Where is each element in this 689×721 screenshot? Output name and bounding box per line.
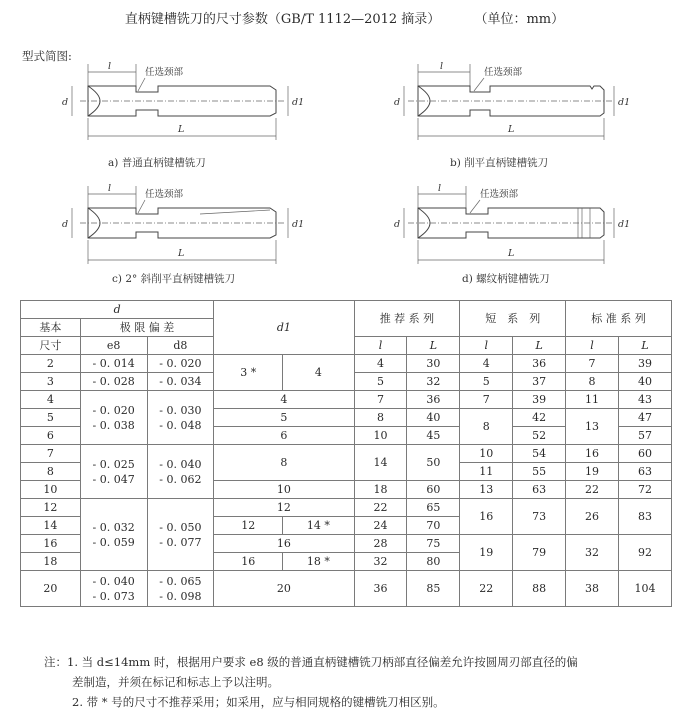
unit-text: （单位：mm） (474, 12, 565, 27)
header-rec: 推 荐 系 列 (354, 301, 460, 337)
d1-cell: 8 (214, 445, 354, 481)
std-L-cell: 40 (619, 373, 672, 391)
figure-heading: 型式简图: (22, 49, 72, 63)
std-L-cell: 57 (619, 427, 672, 445)
size-cell: 20 (21, 571, 81, 607)
table-header-row-1 (21, 301, 672, 319)
d1-cell: 12 (214, 499, 354, 517)
short-l-cell: 8 (460, 409, 513, 445)
e8-cell: - 0. 020 - 0. 038 (80, 391, 147, 445)
short-L-cell: 37 (513, 373, 566, 391)
header-d: d (21, 301, 214, 319)
std-l-cell: 13 (566, 409, 619, 445)
size-cell: 2 (21, 355, 81, 373)
table-row (21, 391, 672, 409)
caption-a: a) 普通直柄键槽铣刀 (108, 157, 206, 169)
header-short-L: L (513, 337, 566, 355)
dim-d1-b: d1 (618, 97, 631, 108)
short-L-cell: 54 (513, 445, 566, 463)
cutter-diagrams (0, 58, 689, 290)
dim-l-b: l (440, 61, 444, 72)
header-d1: d1 (214, 301, 354, 355)
table-row (21, 571, 672, 607)
dim-l-a: l (108, 61, 112, 72)
size-cell: 16 (21, 535, 81, 553)
d8-cell: - 0. 040 - 0. 062 (147, 445, 214, 499)
size-cell: 6 (21, 427, 81, 445)
note-c: 任选颈部 (145, 189, 184, 200)
caption-b: b) 削平直柄键槽铣刀 (450, 157, 549, 169)
size-cell: 18 (21, 553, 81, 571)
std-L-cell: 60 (619, 445, 672, 463)
page-title (0, 8, 689, 27)
std-l-cell: 8 (566, 373, 619, 391)
std-L-cell: 43 (619, 391, 672, 409)
short-l-cell: 11 (460, 463, 513, 481)
notes (44, 652, 684, 712)
dim-d-b: d (394, 97, 401, 108)
short-l-cell: 19 (460, 535, 513, 571)
rec-l-cell: 36 (354, 571, 407, 607)
e8-cell: - 0. 014 (80, 355, 147, 373)
e8-cell: - 0. 025 - 0. 047 (80, 445, 147, 499)
diagram-d (394, 183, 630, 285)
table-row (21, 445, 672, 463)
header-e8: e8 (80, 337, 147, 355)
rec-l-cell: 28 (354, 535, 407, 553)
d8-cell: - 0. 034 (147, 373, 214, 391)
d8-cell: - 0. 020 (147, 355, 214, 373)
d8-cell: - 0. 050 - 0. 077 (147, 499, 214, 571)
rec-L-cell: 30 (407, 355, 460, 373)
rec-L-cell: 36 (407, 391, 460, 409)
std-L-cell: 39 (619, 355, 672, 373)
dim-d1-a: d1 (292, 97, 305, 108)
rec-L-cell: 70 (407, 517, 460, 535)
std-l-cell: 38 (566, 571, 619, 607)
rec-l-cell: 32 (354, 553, 407, 571)
size-cell: 7 (21, 445, 81, 463)
dim-l-d: l (438, 183, 442, 194)
size-cell: 5 (21, 409, 81, 427)
short-L-cell: 63 (513, 481, 566, 499)
std-l-cell: 11 (566, 391, 619, 409)
d8-cell: - 0. 030 - 0. 048 (147, 391, 214, 445)
header-short-l: l (460, 337, 513, 355)
note-1-cont: 差制造，并须在标记和标志上予以注明。 (72, 675, 279, 689)
diagram-b (394, 61, 630, 169)
rec-L-cell: 75 (407, 535, 460, 553)
e8-cell: - 0. 028 (80, 373, 147, 391)
rec-l-cell: 22 (354, 499, 407, 517)
note-1: 注：1. 当 d≤14mm 时，根据用户要求 e8 级的普通直柄键槽铣刀柄部直径偏差允许按圆周刃部直径的偏 (44, 655, 578, 669)
d1-cell: 4 (283, 355, 354, 391)
header-limit: 极 限 偏 差 (80, 319, 213, 337)
rec-l-cell: 24 (354, 517, 407, 535)
title-text: 直柄键槽铣刀的尺寸参数（GB/T 1112—2012 摘录） (124, 12, 441, 27)
diagram-a (62, 61, 304, 169)
d1-cell: 18 * (283, 553, 354, 571)
std-l-cell: 19 (566, 463, 619, 481)
std-l-cell: 26 (566, 499, 619, 535)
d8-cell: - 0. 065 - 0. 098 (147, 571, 214, 607)
dim-L-d: L (508, 248, 515, 259)
short-L-cell: 39 (513, 391, 566, 409)
dim-L-c: L (178, 248, 185, 259)
note-2: 2. 带 * 号的尺寸不推荐采用；如采用，应与相同规格的键槽铣刀相区别。 (72, 695, 445, 709)
short-L-cell: 73 (513, 499, 566, 535)
rec-L-cell: 60 (407, 481, 460, 499)
rec-l-cell: 10 (354, 427, 407, 445)
e8-cell: - 0. 032 - 0. 059 (80, 499, 147, 571)
d1-cell: 16 (214, 553, 283, 571)
rec-L-cell: 32 (407, 373, 460, 391)
rec-L-cell: 65 (407, 499, 460, 517)
dim-L-a: L (178, 124, 185, 135)
std-l-cell: 16 (566, 445, 619, 463)
table-row (21, 499, 672, 517)
note-d: 任选颈部 (480, 189, 519, 200)
size-cell: 14 (21, 517, 81, 535)
d1-cell: 6 (214, 427, 354, 445)
short-l-cell: 16 (460, 499, 513, 535)
dimension-table (20, 300, 672, 607)
header-basic: 基本 (21, 319, 81, 337)
short-L-cell: 55 (513, 463, 566, 481)
std-L-cell: 63 (619, 463, 672, 481)
std-L-cell: 92 (619, 535, 672, 571)
std-l-cell: 22 (566, 481, 619, 499)
size-cell: 3 (21, 373, 81, 391)
short-L-cell: 79 (513, 535, 566, 571)
header-d8: d8 (147, 337, 214, 355)
std-L-cell: 72 (619, 481, 672, 499)
rec-L-cell: 40 (407, 409, 460, 427)
d1-cell: 20 (214, 571, 354, 607)
diagram-c (62, 183, 304, 285)
note-a: 任选颈部 (145, 67, 184, 78)
short-l-cell: 13 (460, 481, 513, 499)
size-cell: 12 (21, 499, 81, 517)
rec-l-cell: 5 (354, 373, 407, 391)
rec-L-cell: 80 (407, 553, 460, 571)
short-l-cell: 10 (460, 445, 513, 463)
dim-L-b: L (508, 124, 515, 135)
rec-l-cell: 7 (354, 391, 407, 409)
d1-cell: 14 * (283, 517, 354, 535)
dim-d-c: d (62, 219, 69, 230)
std-L-cell: 104 (619, 571, 672, 607)
rec-L-cell: 45 (407, 427, 460, 445)
caption-c: c) 2° 斜削平直柄键槽铣刀 (112, 273, 236, 285)
note-b: 任选颈部 (484, 67, 523, 78)
d1-cell: 5 (214, 409, 354, 427)
dim-l-c: l (108, 183, 112, 194)
table-row (21, 355, 672, 373)
header-short: 短 系 列 (460, 301, 566, 337)
header-std-L: L (619, 337, 672, 355)
std-L-cell: 83 (619, 499, 672, 535)
short-L-cell: 52 (513, 427, 566, 445)
short-L-cell: 42 (513, 409, 566, 427)
header-rec-l: l (354, 337, 407, 355)
short-l-cell: 4 (460, 355, 513, 373)
size-cell: 10 (21, 481, 81, 499)
d1-cell: 10 (214, 481, 354, 499)
header-rec-L: L (407, 337, 460, 355)
std-l-cell: 32 (566, 535, 619, 571)
rec-l-cell: 4 (354, 355, 407, 373)
d1-cell: 4 (214, 391, 354, 409)
std-L-cell: 47 (619, 409, 672, 427)
header-std-l: l (566, 337, 619, 355)
dim-d-d: d (394, 219, 401, 230)
rec-L-cell: 50 (407, 445, 460, 481)
rec-l-cell: 8 (354, 409, 407, 427)
dim-d1-d: d1 (618, 219, 631, 230)
short-l-cell: 7 (460, 391, 513, 409)
size-cell: 4 (21, 391, 81, 409)
short-L-cell: 36 (513, 355, 566, 373)
d1-cell: 16 (214, 535, 354, 553)
rec-L-cell: 85 (407, 571, 460, 607)
std-l-cell: 7 (566, 355, 619, 373)
short-l-cell: 5 (460, 373, 513, 391)
e8-cell: - 0. 040 - 0. 073 (80, 571, 147, 607)
rec-l-cell: 18 (354, 481, 407, 499)
header-size: 尺寸 (21, 337, 81, 355)
rec-l-cell: 14 (354, 445, 407, 481)
size-cell: 8 (21, 463, 81, 481)
dim-d-a: d (62, 97, 69, 108)
d1-cell: 12 (214, 517, 283, 535)
d1-cell: 3 * (214, 355, 283, 391)
header-std: 标 准 系 列 (566, 301, 672, 337)
short-L-cell: 88 (513, 571, 566, 607)
short-l-cell: 22 (460, 571, 513, 607)
dim-d1-c: d1 (292, 219, 305, 230)
caption-d: d) 螺纹柄键槽铣刀 (462, 273, 550, 285)
